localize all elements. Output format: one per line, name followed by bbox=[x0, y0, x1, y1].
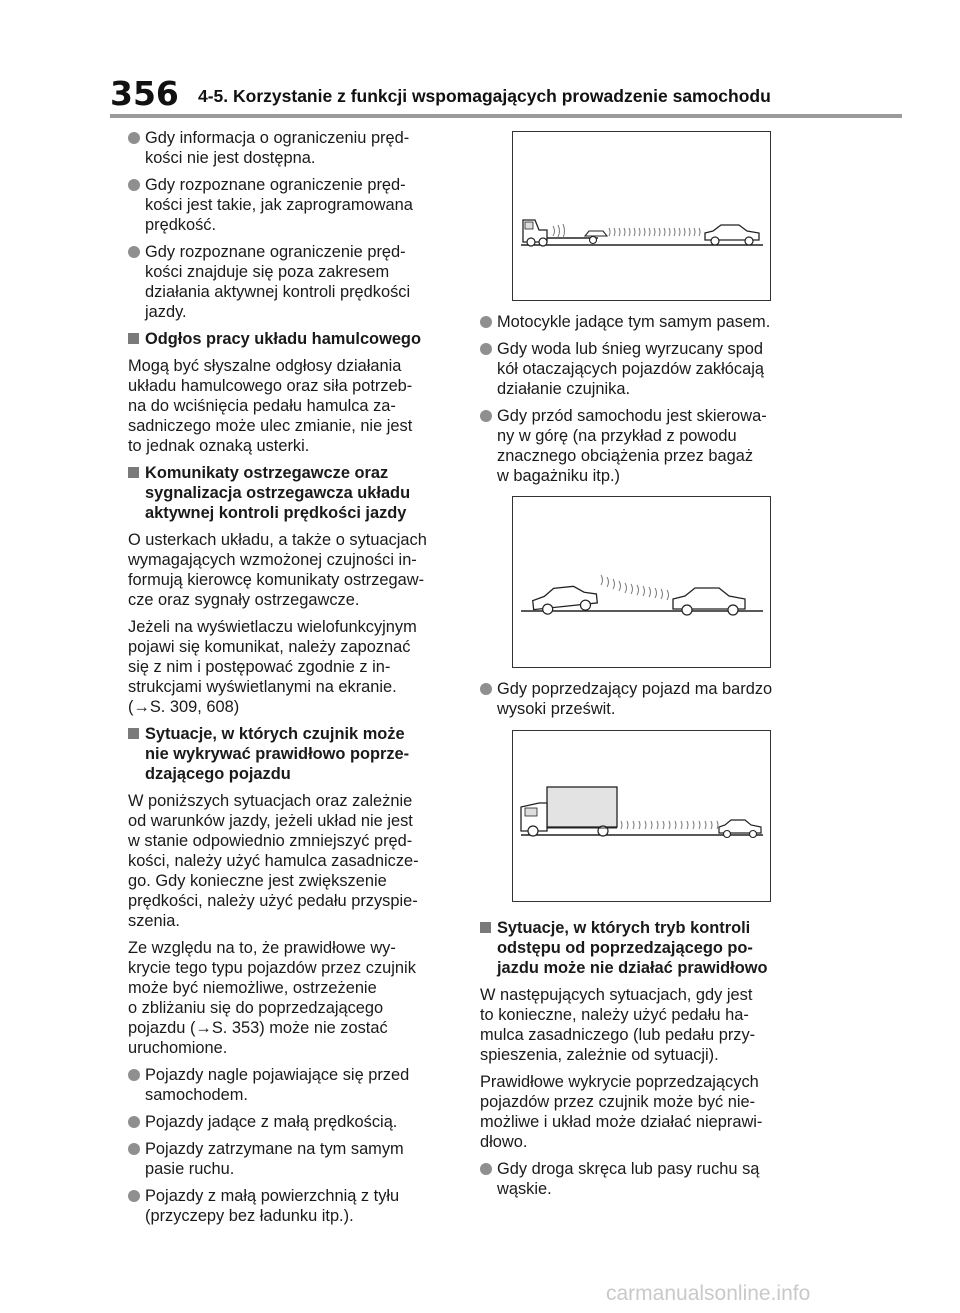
subheading bbox=[128, 463, 460, 523]
text: Gdy poprzedzający pojazd ma bardzo wysoki prześwit. bbox=[497, 680, 773, 718]
text: Pojazdy jadące z małą prędkością. bbox=[145, 1113, 398, 1131]
bullet-item bbox=[480, 339, 825, 399]
body-paragraph bbox=[128, 938, 460, 1058]
bullet-dot-icon bbox=[128, 1116, 140, 1128]
watermark: carmanualsonline.info bbox=[606, 1282, 811, 1305]
subheading bbox=[480, 918, 825, 978]
page-number: 356 bbox=[110, 74, 179, 113]
subheading bbox=[128, 329, 460, 349]
text: Odgłos pracy układu hamulcowego bbox=[145, 330, 421, 348]
bullet-dot-icon bbox=[480, 1163, 492, 1175]
square-marker-icon bbox=[480, 922, 491, 933]
bullet-item bbox=[480, 679, 825, 719]
bullet-dot-icon bbox=[128, 1143, 140, 1155]
bullet-item bbox=[480, 1159, 825, 1199]
body-paragraph bbox=[128, 791, 460, 931]
figure-truck-trailer bbox=[512, 131, 771, 301]
text: Gdy woda lub śnieg wyrzucany spod kół otaczających pojazdów zakłócają działanie czujnika. bbox=[497, 340, 764, 398]
text: Motocykle jadące tym samym pasem. bbox=[497, 313, 771, 331]
text: W poniższych sytuacjach oraz zależnie od warunków jazdy, jeżeli układ nie jest w stanie odpowiednio zmniejszyć pręd- kości, należy użyć hamulca zasadnicze- go. Gdy konieczne jest zwiększenie prędkości, należy użyć pedału przyspie- szenia. bbox=[128, 792, 419, 930]
text: Pojazdy nagle pojawiające się przed samochodem. bbox=[145, 1066, 410, 1104]
body-paragraph bbox=[128, 356, 460, 456]
body-paragraph bbox=[128, 617, 460, 717]
bullet-item bbox=[128, 242, 460, 322]
text: Mogą być słyszalne odgłosy działania układu hamulcowego oraz siła potrzeb- na do wciśnięcia pedału hamulca za- sadniczego może ulec zmianie, nie jest to jednak oznaką usterki. bbox=[128, 357, 413, 455]
page-header bbox=[0, 0, 960, 120]
left-column bbox=[128, 128, 460, 1233]
bullet-item bbox=[480, 312, 825, 332]
bullet-item bbox=[128, 1065, 460, 1105]
body-paragraph bbox=[480, 985, 825, 1065]
text: Komunikaty ostrzegawcze oraz sygnalizacja ostrzegawcza układu aktywnej kontroli prędkości jazdy bbox=[145, 464, 411, 522]
square-marker-icon bbox=[128, 467, 139, 478]
text: Gdy rozpoznane ograniczenie pręd- kości znajduje się poza zakresem działania aktywnej kontroli prędkości jazdy. bbox=[145, 243, 411, 321]
body-paragraph bbox=[480, 1072, 825, 1152]
text: Gdy informacja o ograniczeniu pręd- kości nie jest dostępna. bbox=[145, 129, 410, 167]
body-paragraph bbox=[128, 530, 460, 610]
bullet-dot-icon bbox=[128, 246, 140, 258]
text: O usterkach układu, a także o sytuacjach wymagających wzmożonej czujności in- formują kierowcę komunikaty ostrzegaw- cze oraz sygnały ostrzegawcze. bbox=[128, 531, 427, 609]
bullet-dot-icon bbox=[480, 316, 492, 328]
text: W następujących sytuacjach, gdy jest to konieczne, należy użyć pedału ha- mulca zasadniczego (lub pedału przy- spieszenia, zależnie od sytuacji). bbox=[480, 986, 756, 1064]
text: Sytuacje, w których tryb kontroli odstępu od poprzedzającego po- jazdu może nie działać prawidłowo bbox=[497, 919, 768, 977]
text: Sytuacje, w których czujnik może nie wykrywać prawidłowo poprze- dzającego pojazdu bbox=[145, 725, 410, 783]
bullet-item bbox=[480, 406, 825, 486]
figure-high-clearance-truck bbox=[512, 730, 771, 902]
text: Jeżeli na wyświetlaczu wielofunkcyjnym pojawi się komunikat, należy zapoznać się z nim i postępować zgodnie z in- strukcjami wyświetlanymi na ekranie. (→S. 309, 608) bbox=[128, 618, 417, 716]
text: Gdy przód samochodu jest skierowa- ny w górę (na przykład z powodu znacznego obciążenia przez bagaż w bagażniku itp.) bbox=[497, 407, 767, 485]
bullet-dot-icon bbox=[480, 343, 492, 355]
subheading bbox=[128, 724, 460, 784]
bullet-dot-icon bbox=[128, 1190, 140, 1202]
text: Ze względu na to, że prawidłowe wy- krycie tego typu pojazdów przez czujnik może być niemożliwe, ostrzeżenie o zbliżaniu się do poprzedzającego pojazdu (→S. 353) może nie zostać uruchomione. bbox=[128, 939, 416, 1057]
text: Gdy rozpoznane ograniczenie pręd- kości jest takie, jak zaprogramowana prędkość. bbox=[145, 176, 413, 234]
car-following-truck-with-trailer-illustration-icon bbox=[513, 132, 770, 300]
bullet-dot-icon bbox=[480, 410, 492, 422]
bullet-item bbox=[128, 1186, 460, 1226]
bullet-dot-icon bbox=[480, 683, 492, 695]
bullet-dot-icon bbox=[128, 179, 140, 191]
car-following-high-clearance-truck-illustration-icon bbox=[513, 731, 770, 901]
bullet-item bbox=[128, 1139, 460, 1179]
bullet-dot-icon bbox=[128, 132, 140, 144]
square-marker-icon bbox=[128, 728, 139, 739]
figure-car-nose-up bbox=[512, 496, 771, 668]
header-rule bbox=[110, 114, 902, 118]
text: Prawidłowe wykrycie poprzedzających pojazdów przez czujnik może być nie- możliwe i układ może działać nieprawi- dłowo. bbox=[480, 1073, 763, 1151]
text: Pojazdy z małą powierzchnią z tyłu (przyczepy bez ładunku itp.). bbox=[145, 1187, 400, 1225]
square-marker-icon bbox=[128, 333, 139, 344]
bullet-item bbox=[128, 128, 460, 168]
text: Pojazdy zatrzymane na tym samym pasie ruchu. bbox=[145, 1140, 404, 1178]
text: Gdy droga skręca lub pasy ruchu są wąskie. bbox=[497, 1160, 760, 1198]
section-title: 4-5. Korzystanie z funkcji wspomagających prowadzenie samochodu bbox=[198, 86, 771, 106]
bullet-dot-icon bbox=[128, 1069, 140, 1081]
bullet-item bbox=[128, 1112, 460, 1132]
bullet-item bbox=[128, 175, 460, 235]
car-nose-up-following-car-illustration-icon bbox=[513, 497, 770, 667]
